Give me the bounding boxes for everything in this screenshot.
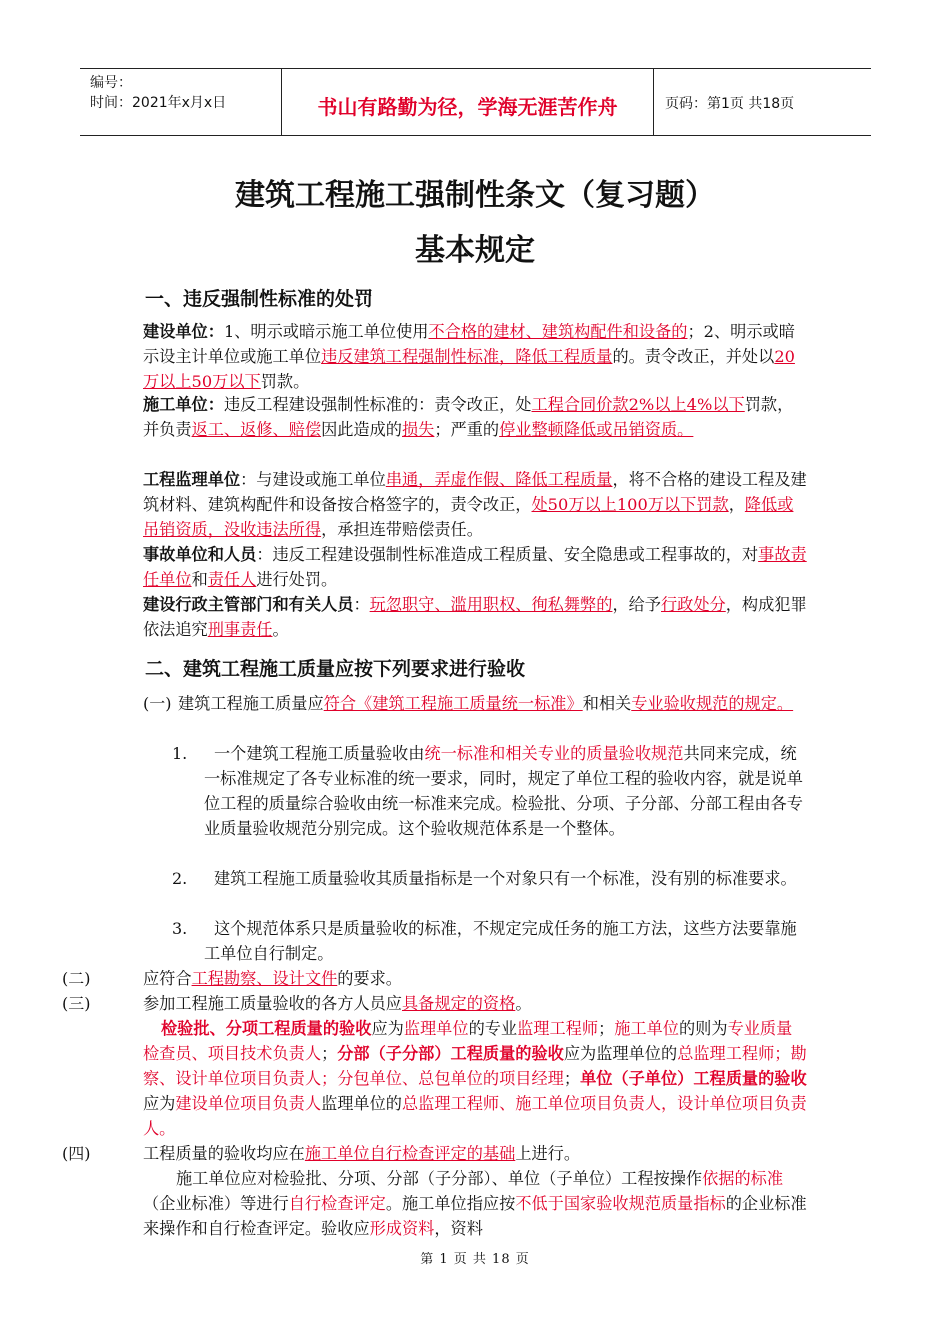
item-1: 建筑工程施工质量应符合《建筑工程施工质量统一标准》和相关专业验收规范的规定。 [178, 694, 794, 713]
para-label: 施工单位： [143, 395, 224, 414]
item-marker: (二) [62, 969, 91, 988]
sub-item-3: 这个规范体系只是质量验收的标准，不规定完成任务的施工方法，这些方法要靠施工单位自行制定。 [204, 919, 797, 963]
section-heading-1: 一、违反强制性标准的处罚 [145, 288, 374, 310]
para-label: 建设行政主管部门和有关人员 [143, 595, 354, 614]
paragraph-contractor: 施工单位：违反工程建设强制性标准的：责令改正，处工程合同价款2%以上4%以下罚款，并负责返工、返修、赔偿因此造成的损失；严重的停业整顿降低或吊销资质。 [143, 395, 794, 439]
time-label: 时间：2021年x月x日 [90, 95, 227, 111]
number-label: 编号： [90, 75, 132, 91]
para-label: 建设单位： [143, 322, 224, 341]
page-header [80, 68, 871, 136]
item-marker: (一) [143, 694, 172, 713]
paragraph-accident-parties: 事故单位和人员：违反工程建设强制性标准造成工程质量、安全隐患或工程事故的，对事故责任单位和责任人进行处罚。 [143, 545, 807, 589]
item-marker: (三) [62, 994, 91, 1013]
para-label: 事故单位和人员 [143, 545, 257, 564]
sub-item-1: 一个建筑工程施工质量验收由统一标准和相关专业的质量验收规范共同来完成，统一标准规定了各专业标准的统一要求，同时，规定了单位工程的验收内容，就是说单位工程的质量综合验收由统一标准来完成。检验批、分项、子分部、分部工程由各专业质量验收规范分别完成。这个验收规范体系是一个整体。 [204, 744, 803, 838]
sub-item-marker: 1. [172, 744, 188, 763]
item-2: 应符合工程勘察、设计文件的要求。 [143, 969, 402, 988]
header-meta [90, 73, 226, 113]
paragraph-self-inspection: 施工单位应对检验批、分项、分部（子分部）、单位（子单位）工程按操作依据的标准（企业标准）等进行自行检查评定。施工单位指应按不低于国家验收规范质量指标的企业标准来操作和自行检查评定。验收应形成资料，资料 [143, 1169, 807, 1238]
item-4: 工程质量的验收均应在施工单位自行检查评定的基础上进行。 [143, 1144, 581, 1163]
para-label: 工程监理单位 [143, 470, 241, 489]
paragraph-acceptance-roles: 检验批、分项工程质量的验收应为监理单位的专业监理工程师；施工单位的则为专业质量检查员、项目技术负责人；分部（子分部）工程质量的验收应为监理单位的总监理工程师；勘察、设计单位项目负责人；分包单位、总包单位的项目经理；单位（子单位）工程质量的验收应为建设单位项目负责人监理单位的总监理工程师、施工单位项目负责人，设计单位项目负责人。 [143, 1019, 807, 1138]
header-page-info: 页码：第1页 共18页 [665, 96, 795, 112]
sub-item-marker: 3. [172, 919, 188, 938]
item-3: 参加工程施工质量验收的各方人员应具备规定的资格。 [143, 994, 532, 1013]
item-marker: (四) [62, 1144, 91, 1163]
paragraph-administration: 建设行政主管部门和有关人员：玩忽职守、滥用职权、徇私舞弊的，给予行政处分，构成犯罪依法追究刑事责任。 [143, 595, 807, 639]
section-heading-2: 二、建筑工程施工质量应按下列要求进行验收 [145, 658, 526, 680]
header-motto: 书山有路勤为径，学海无涯苦作舟 [317, 95, 618, 119]
paragraph-construction-unit: 建设单位：1、明示或暗示施工单位使用不合格的建材、建筑构配件和设备的；2、明示或暗示设主计单位或施工单位违反建筑工程强制性标准，降低工程质量的。责令改正，并处以20万以上50万以下罚款。 [143, 322, 795, 391]
paragraph-supervisor: 工程监理单位：与建设或施工单位串通，弄虚作假、降低工程质量，将不合格的建设工程及建筑材料、建筑构配件和设备按合格签字的，责令改正，处50万以上100万以下罚款，降低或吊销资质，没收违法所得，承担连带赔偿责任。 [143, 470, 807, 539]
sub-item-marker: 2. [172, 869, 188, 888]
page-footer: 第 1 页 共 18 页 [420, 1252, 530, 1267]
divider [653, 69, 654, 135]
document-subtitle: 基本规定 [415, 233, 535, 268]
sub-item-2: 建筑工程施工质量验收其质量指标是一个对象只有一个标准，没有别的标准要求。 [214, 869, 797, 888]
document-title: 建筑工程施工强制性条文（复习题） [235, 178, 715, 213]
